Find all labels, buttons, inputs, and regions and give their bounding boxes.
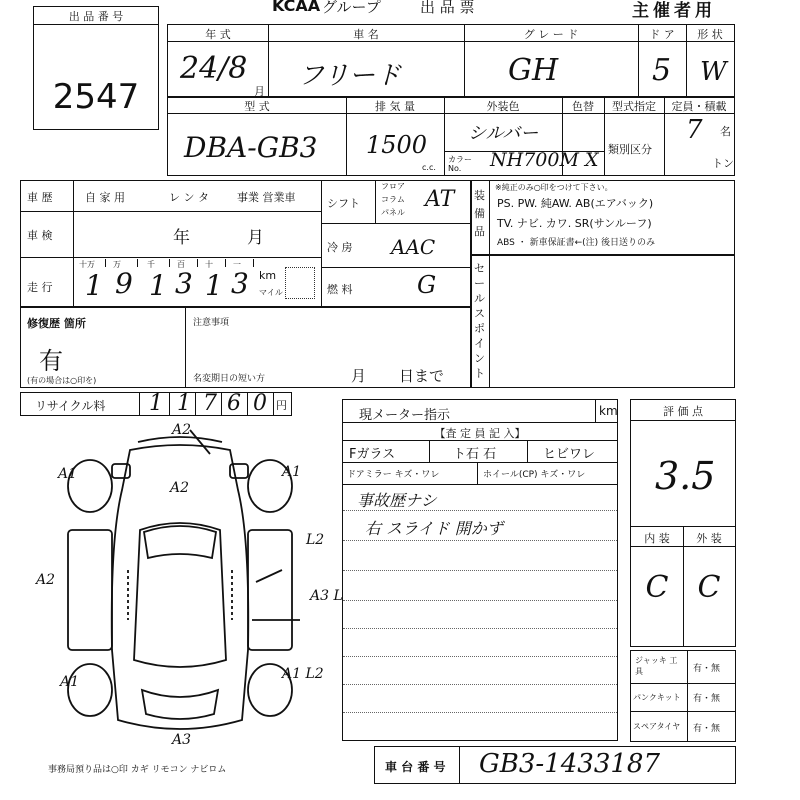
- shift-opt-column: コラム: [381, 195, 405, 204]
- recycle-digit-1: 1: [177, 391, 191, 416]
- row2-box: [167, 96, 735, 176]
- ac-label: 冷 房: [327, 241, 353, 254]
- rental-label: レ ン タ: [169, 191, 209, 204]
- fuel-value: G: [417, 271, 437, 299]
- wheel-rear-left: [68, 664, 112, 716]
- sales-point-label: セールスポイント: [474, 262, 485, 380]
- color-change-label: 色替: [572, 100, 594, 113]
- mark-a2-hood: A2: [170, 480, 190, 496]
- shift-label: シフト: [327, 197, 360, 210]
- inspector-label: 【査 定 員 記 入】: [434, 427, 526, 440]
- recycle-digit-4: 0: [253, 391, 267, 416]
- capacity-label: 定員・積載: [671, 100, 727, 113]
- digit-head-2: 千: [147, 260, 155, 269]
- door-value: 5: [652, 53, 672, 88]
- header-listing: 出 品 票: [420, 0, 475, 16]
- mark-l2-right: L2: [306, 532, 325, 548]
- repair-label: 修復歴 箇所: [27, 317, 86, 330]
- equip-line-3: ABS ・ 新車保証書←(注) 後日送りのみ: [497, 238, 656, 248]
- chassis-box: [374, 746, 736, 784]
- inspection-year-unit: 年: [173, 228, 190, 248]
- year-label: 年 式: [205, 28, 231, 41]
- score-value: 3.5: [655, 454, 716, 498]
- inspection-month-unit: 月: [247, 228, 264, 248]
- fglass-value: ト石 石: [453, 447, 497, 462]
- repair-note: (有の場合は○印を): [27, 376, 97, 385]
- short-date-label: 名変期日の短い方: [193, 374, 266, 384]
- mileage-digit-1: 9: [115, 267, 133, 300]
- business-label: 事業 営業車: [237, 191, 296, 204]
- capacity-unit: 名: [720, 125, 731, 138]
- digit-head-5: 一: [233, 260, 241, 269]
- shift-opt-floor: フロア: [381, 182, 405, 191]
- caution-label: 注意事項: [193, 318, 230, 328]
- mile-unit: マイル: [259, 288, 283, 297]
- ton-unit: トン: [712, 157, 734, 170]
- jack-label: ジャッキ 工 具: [635, 656, 678, 676]
- right-side-panel: [248, 530, 292, 650]
- model-label: 型 式: [244, 100, 270, 113]
- exterior-label: 外 装: [696, 532, 722, 545]
- mark-a1l2-rear-right: A1 L2: [282, 666, 324, 682]
- chassis-value: GB3-1433187: [479, 749, 660, 779]
- left-side-panel: [68, 530, 112, 650]
- name-label: 車 名: [353, 28, 379, 41]
- shift-opt-panel: パネル: [381, 208, 405, 217]
- meter-label: 現メーター指示: [359, 408, 451, 423]
- mark-a1-front-right: A1: [282, 464, 302, 480]
- mileage-digit-4: 1: [205, 269, 223, 302]
- tools-box: [630, 650, 736, 742]
- inspector-note-1: 事故歴ナシ: [357, 491, 437, 510]
- color-value: シルバー: [468, 123, 539, 144]
- inspector-note-2: 右 スライド 開かず: [365, 519, 503, 538]
- model-value: DBA-GB3: [184, 131, 318, 164]
- door-label: ド ア: [649, 28, 675, 41]
- shape-value: W: [700, 57, 727, 87]
- digit-head-4: 十: [205, 260, 213, 269]
- car-windshield: [144, 526, 216, 558]
- cc-unit: c.c.: [422, 163, 436, 172]
- ac-value: AAC: [391, 235, 436, 259]
- repair-box: [20, 306, 472, 388]
- displacement-label: 排 気 量: [375, 100, 415, 113]
- name-value: フリード: [298, 61, 401, 91]
- jack-value: 有・無: [693, 664, 721, 674]
- score-box: [630, 399, 736, 647]
- yen-unit: 円: [276, 399, 287, 412]
- recycle-digit-0: 1: [149, 391, 163, 416]
- chassis-label: 車 台 番 号: [385, 760, 446, 774]
- mileage-digit-3: 3: [175, 267, 193, 300]
- color-code-label: カラー No.: [448, 155, 472, 173]
- year-value: 24/8: [180, 51, 248, 86]
- grade-value: GH: [508, 53, 559, 88]
- meter-km-unit: km: [599, 404, 618, 418]
- sales-point-box: [470, 254, 735, 388]
- header-organizer: 主催者用: [632, 1, 716, 21]
- header-logo: KCAA: [272, 0, 321, 15]
- puncture-label: パンクキット: [633, 693, 681, 702]
- car-cabin: [134, 523, 226, 667]
- interior-value: C: [645, 570, 669, 605]
- history-label: 車 歴: [27, 191, 53, 204]
- mark-a3-right: A3 L: [310, 588, 343, 604]
- recycle-digit-3: 6: [227, 391, 241, 416]
- mirror-label: ドアミラー キズ・ワレ: [347, 470, 440, 480]
- spare-value: 有・無: [693, 724, 721, 734]
- digit-head-1: 万: [113, 260, 121, 269]
- type-spec-label: 型式指定: [612, 100, 656, 113]
- mileage-label: 走 行: [27, 281, 53, 294]
- mark-a1-front-left: A1: [58, 466, 78, 482]
- puncture-value: 有・無: [693, 694, 721, 704]
- history-block: [20, 180, 472, 308]
- shift-value: AT: [425, 187, 455, 212]
- header-group: グループ: [322, 0, 381, 16]
- capacity-value: 7: [686, 115, 703, 145]
- recycle-box: [20, 392, 292, 416]
- fglass-label: Fガラス: [349, 447, 396, 462]
- mileage-digit-5: 3: [231, 267, 249, 300]
- mileage-digit-2: 1: [149, 269, 167, 302]
- mileage-digit-0: 1: [85, 269, 103, 302]
- year-month-unit: 月: [254, 85, 265, 98]
- inspection-label: 車 検: [27, 229, 53, 242]
- recycle-digit-2: 7: [203, 391, 217, 416]
- office-note: 事務局預り品は○印 カギ リモコン ナビロム: [48, 765, 227, 775]
- mark-a2-top: A2: [172, 422, 192, 438]
- digit-head-0: 十万: [79, 260, 95, 269]
- equip-line-1: PS. PW. 純AW. AB(エアバック): [497, 197, 654, 210]
- repair-value: 有: [39, 347, 63, 375]
- shape-label: 形 状: [697, 28, 723, 41]
- km-unit: km: [259, 269, 277, 282]
- spare-label: スペアタイヤ: [633, 722, 681, 731]
- displacement-value: 1500: [366, 131, 428, 159]
- category-label: 類別区分: [608, 143, 652, 156]
- interior-label: 内 装: [644, 532, 670, 545]
- lot-number: 2547: [52, 77, 140, 117]
- private-label: 自 家 用: [85, 191, 125, 204]
- fuel-label: 燃 料: [327, 283, 353, 296]
- wheel-label: ホイール(CP) キズ・ワレ: [483, 470, 586, 480]
- digit-head-3: 百: [177, 260, 185, 269]
- short-day-unit: 日まで: [399, 367, 445, 385]
- lot-box: [33, 6, 159, 130]
- score-label: 評 価 点: [663, 405, 703, 418]
- mark-a2-left: A2: [36, 572, 56, 588]
- inspector-box: [342, 399, 618, 741]
- mark-a1-rear-left: A1: [60, 674, 80, 690]
- rear-hatch: [142, 690, 218, 719]
- color-code-value: NH700M X: [490, 149, 599, 171]
- row1-box: [167, 24, 735, 98]
- mark-a3-bottom: A3: [172, 732, 192, 748]
- equipment-box: [470, 180, 735, 256]
- mile-checkbox[interactable]: [285, 267, 315, 299]
- car-diagram: [20, 420, 343, 750]
- equip-note: ※純正のみ○印をつけて下さい。: [495, 183, 613, 192]
- recycle-label: リサイクル料: [35, 399, 106, 413]
- grade-label: グ レ ー ド: [523, 28, 579, 41]
- color-label: 外装色: [486, 100, 520, 113]
- lot-label: 出 品 番 号: [68, 10, 124, 23]
- equip-line-2: TV. ナビ. カワ. SR(サンルーフ): [497, 217, 652, 230]
- short-month-unit: 月: [351, 367, 367, 385]
- equip-label: 装 備 品: [474, 189, 485, 238]
- exterior-value: C: [697, 570, 721, 605]
- crack-label: ヒビワレ: [543, 447, 596, 462]
